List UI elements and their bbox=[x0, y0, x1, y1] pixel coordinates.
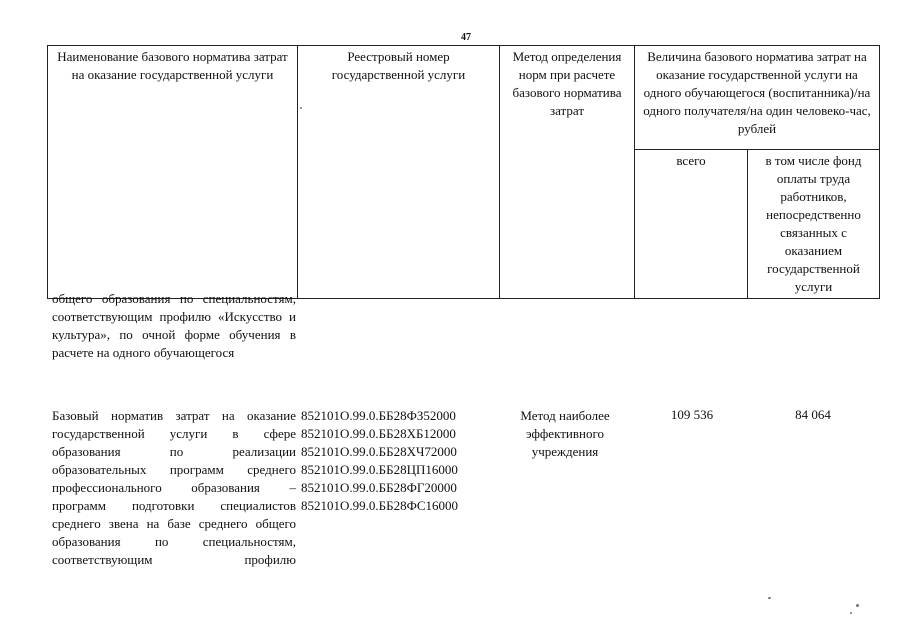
registry-code: 852101О.99.0.ББ28ХЧ72000 bbox=[301, 444, 457, 459]
scan-speck bbox=[768, 597, 771, 599]
registry-code: 852101О.99.0.ББ28ХБ12000 bbox=[301, 426, 456, 441]
header-norm-value: Величина базового норматива затрат на оказание государственной услуги на одного обучающегося (воспитанника)/на одного получателя/на один человеко-час, рублей bbox=[635, 46, 880, 150]
continuation-text: общего образования по специальностям, соответствующим профилю «Искусство и культура», по очной форме обучения в расчете на одного обучающегося bbox=[52, 291, 296, 360]
row-payroll: 84 064 bbox=[795, 407, 831, 422]
registry-code: 852101О.99.0.ББ28ФЗ52000 bbox=[301, 408, 456, 423]
registry-code: 852101О.99.0.ББ28ЦП16000 bbox=[301, 462, 458, 477]
registry-code: 852101О.99.0.ББ28ФС16000 bbox=[301, 498, 459, 513]
registry-codes bbox=[301, 407, 491, 515]
scan-speck bbox=[850, 612, 852, 614]
row-total: 109 536 bbox=[670, 407, 714, 422]
registry-code: 852101О.99.0.ББ28ФГ20000 bbox=[301, 480, 457, 495]
header-method: Метод определения норм при расчете базового норматива затрат bbox=[500, 46, 635, 299]
row-description: Базовый норматив затрат на оказание государственной услуги в сфере образования по реализации образовательных программ среднего профессионального образования – программ подготовки специалистов среднего звена на базе среднего общего образования по специальностям, соответствующим профилю bbox=[52, 408, 296, 567]
page-number: 47 bbox=[461, 32, 471, 43]
header-total: всего bbox=[635, 150, 748, 299]
header-registry-number: Реестровый номер государственной услуги bbox=[298, 46, 500, 299]
header-norm-name: Наименование базового норматива затрат на оказание государственной услуги bbox=[48, 46, 298, 299]
row-method: Метод наиболее эффективного учреждения bbox=[520, 408, 610, 459]
scan-speck bbox=[300, 107, 302, 109]
scan-speck bbox=[856, 604, 859, 607]
header-payroll: в том числе фонд оплаты труда работников, непосредственно связанных с оказанием государственной услуги bbox=[748, 150, 880, 299]
norms-table-header bbox=[47, 45, 880, 299]
